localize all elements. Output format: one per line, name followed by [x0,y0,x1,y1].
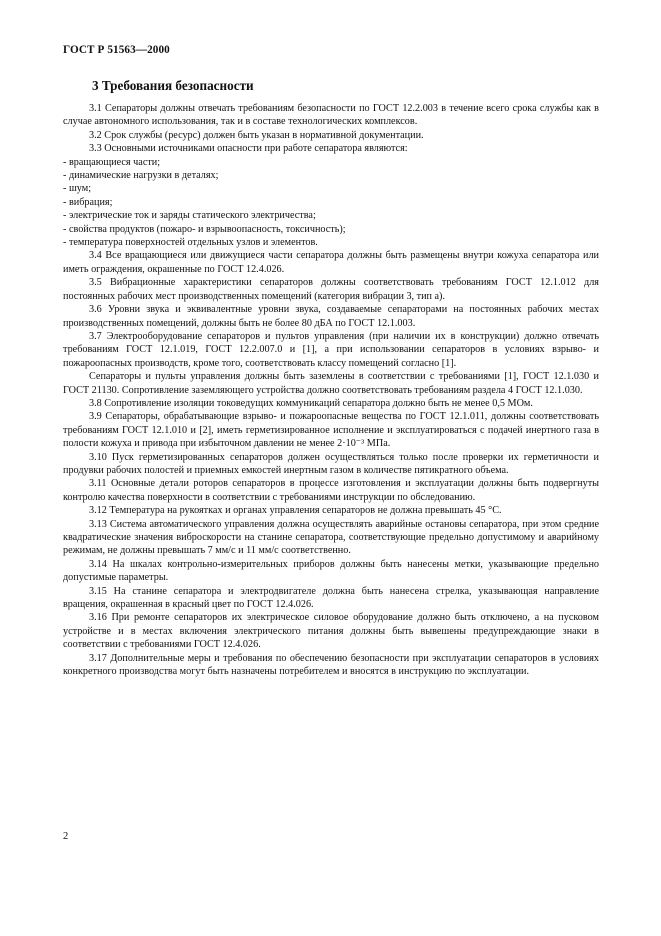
page-number: 2 [63,831,69,842]
paragraph-3-12: 3.12 Температура на рукоятках и органах управления сепараторов не должна превышать 45 °С. [89,505,502,517]
paragraph-3-7-grounding: Сепараторы и пульты управления должны быть заземлены в соответствии с требованиями [1], ГОСТ 12.1.030 и ГОСТ 21130. Сопротивление заземляющего устройства должно соответствовать требованиям раздела 4 ГОСТ 12.1.030. [63,371,599,396]
paragraph-3-11: 3.11 Основные детали роторов сепараторов в процессе изготовления и эксплуатации должны быть подвергнуты контролю качества поверхности в соответствии с требованиями инструкции по обследованию. [63,478,599,503]
document-body [63,102,599,678]
paragraph-3-6: 3.6 Уровни звука и эквивалентные уровни звука, создаваемые сепараторами на постоянных рабочих местах производственных помещений, должны быть не более 80 дБА по ГОСТ 12.1.003. [63,304,599,329]
paragraph-3-14: 3.14 На шкалах контрольно-измерительных приборов должны быть нанесены метки, указывающие предельно допустимые параметры. [63,558,599,584]
paragraph-3-15: 3.15 На станине сепаратора и электродвигателе должна быть нанесена стрелка, указывающая направление вращения, окрашенная в красный цвет по ГОСТ 12.4.026. [63,585,599,611]
paragraph-3-4: 3.4 Все вращающиеся или движущиеся части сепаратора должны быть размещены внутри кожуха сепаратора или иметь ограждения, окрашенные по ГОСТ 12.4.026. [63,250,599,275]
hazard-list-item: - свойства продуктов (пожаро- и взрывоопасность, токсичность); [63,223,346,235]
paragraph-3-16: 3.16 При ремонте сепараторов их электрическое силовое оборудование должно быть отключено, а на пусковом устройстве и в местах включения электрического питания должны быть вывешены предупреждающие знаки в соответствии с требованиями ГОСТ 12.4.026. [63,612,599,651]
hazard-list-item: - шум; [63,183,92,195]
paragraph-3-13: 3.13 Система автоматического управления должна осуществлять аварийные остановы сепаратора, при этом средние квадратические значения виброскорости на станине сепаратора, соответствующие предельно допустимому и аварийному режимам, не должны превышать 7 мм/с и 11 мм/с соответственно. [63,518,599,557]
paragraph-3-7: 3.7 Электрооборудование сепараторов и пультов управления (при наличии их в конструкции) должно отвечать требованиям ГОСТ 12.1.019, ГОСТ 12.2.007.0 и [1], а при использовании сепараторов в условиях взрыво- и пожароопасных производств, кроме того, соответствовать классу помещений согласно [1]. [63,330,599,369]
paragraph-3-3: 3.3 Основными источниками опасности при работе сепаратора являются: [89,143,408,155]
hazard-list-item: - динамические нагрузки в деталях; [63,170,219,182]
document-header: ГОСТ Р 51563—2000 [63,44,170,56]
hazard-list-item: - вибрация; [63,196,113,208]
hazard-list-item: - температура поверхностей отдельных узлов и элементов. [63,237,318,249]
paragraph-3-1: 3.1 Сепараторы должны отвечать требованиям безопасности по ГОСТ 12.2.003 в течение всего срока службы как в случае автономного использования, так и в составе технологических комплексов. [63,103,599,128]
hazard-list-item: - электрические ток и заряды статического электричества; [63,210,316,222]
paragraph-3-2: 3.2 Срок службы (ресурс) должен быть указан в нормативной документации. [89,129,424,141]
paragraph-3-17: 3.17 Дополнительные меры и требования по обеспечению безопасности при эксплуатации сепараторов в условиях конкретного производства могут быть назначены потребителем и вносятся в инструкцию по эксплуатации. [63,652,599,678]
paragraph-3-9: 3.9 Сепараторы, обрабатывающие взрыво- и пожароопасные вещества по ГОСТ 12.1.011, должны соответствовать требованиям ГОСТ 12.1.010 и [2], иметь герметизированное исполнение и эксплуатироваться с подачей инертного газа в полости кожуха и привода при избыточном давлении не менее 2·10⁻³ МПа. [63,411,599,450]
paragraph-3-8: 3.8 Сопротивление изоляции токоведущих коммуникаций сепаратора должно быть не менее 0,5 МОм. [89,397,533,409]
paragraph-3-5: 3.5 Вибрационные характеристики сепараторов должны соответствовать требованиям ГОСТ 12.1.012 для постоянных рабочих мест производственных помещений (категория вибрации 3, тип а). [63,277,599,302]
paragraph-3-10: 3.10 Пуск герметизированных сепараторов должен осуществляться только после проверки их герметичности и продувки рабочих полостей и приемных емкостей инертным газом в количестве пятикратного объема. [63,451,599,476]
section-title: 3 Требования безопасности [92,78,254,93]
hazard-list-item: - вращающиеся части; [63,156,161,168]
